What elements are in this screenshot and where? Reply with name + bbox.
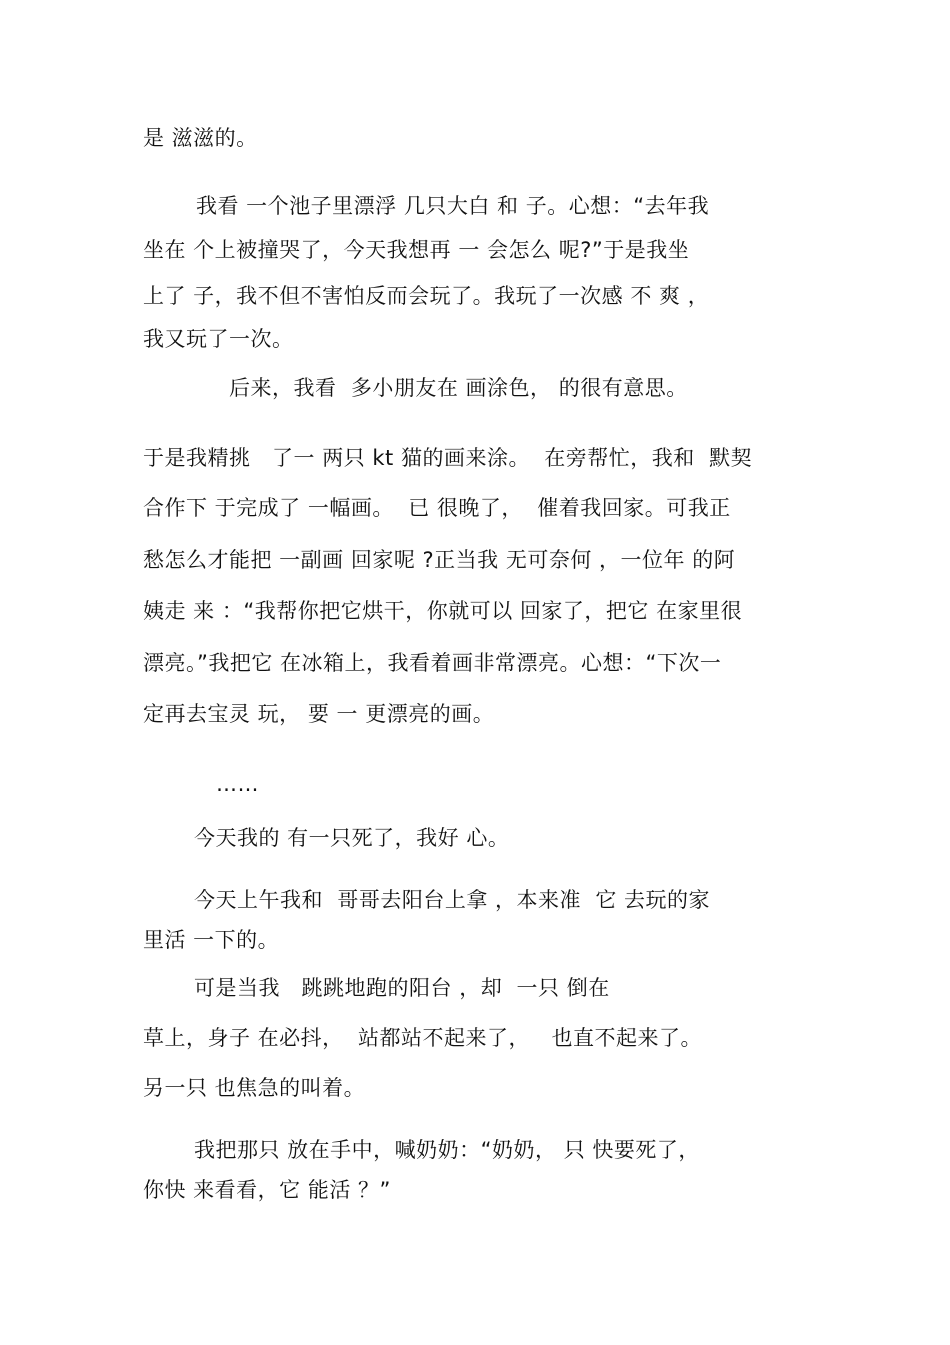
text-line: 是 滋滋的。 <box>143 126 258 150</box>
text-line: 坐在 个上被撞哭了，今天我想再 一 会怎么 呢?”于是我坐 <box>143 238 690 262</box>
text-line: 姨走 来 ：“我帮你把它烘干，你就可以 回家了，把它 在家里很 <box>143 599 743 623</box>
text-line: 你快 来看看，它 能活 ？” <box>143 1178 391 1202</box>
text-line: 可是当我 跳跳地跑的阳台 ，却 一只 倒在 <box>194 976 610 1000</box>
text-line: 定再去宝灵 玩， 要 一 更漂亮的画。 <box>143 702 495 726</box>
text-line: 草上，身子 在必抖， 站都站不起来了， 也直不起来了。 <box>143 1026 703 1050</box>
text-line: 我又玩了一次。 <box>143 327 294 351</box>
text-line: 今天上午我和 哥哥去阳台上拿 ，本来准 它 去玩的家 <box>194 888 711 912</box>
text-line: 漂亮。”我把它 在冰箱上，我看着画非常漂亮。心想：“下次一 <box>143 651 722 675</box>
text-line: 合作下 于完成了 一幅画。 已 很晚了， 催着我回家。可我正 <box>143 496 731 520</box>
text-line: 今天我的 有一只死了，我好 心。 <box>194 826 510 850</box>
text-line: 里活 一下的。 <box>143 928 280 952</box>
text-line: 上了 子，我不但不害怕反而会玩了。我玩了一次感 不 爽 ， <box>143 284 710 308</box>
text-line: 另一只 也焦急的叫着。 <box>143 1076 366 1100</box>
text-line: 愁怎么才能把 一副画 回家呢 ?正当我 无可奈何 ，一位年 的阿 <box>143 548 736 572</box>
text-line: 我把那只 放在手中，喊奶奶：“奶奶， 只 快要死了， <box>194 1138 700 1162</box>
text-line: 后来，我看 多小朋友在 画涂色， 的很有意思。 <box>229 376 688 400</box>
ellipsis-line: …… <box>216 772 259 796</box>
text-line: 我看 一个池子里漂浮 几只大白 和 子。心想：“去年我 <box>196 194 710 218</box>
text-line: 于是我精挑 了一 两只 kt 猫的画来涂。 在旁帮忙，我和 默契 <box>143 446 753 470</box>
